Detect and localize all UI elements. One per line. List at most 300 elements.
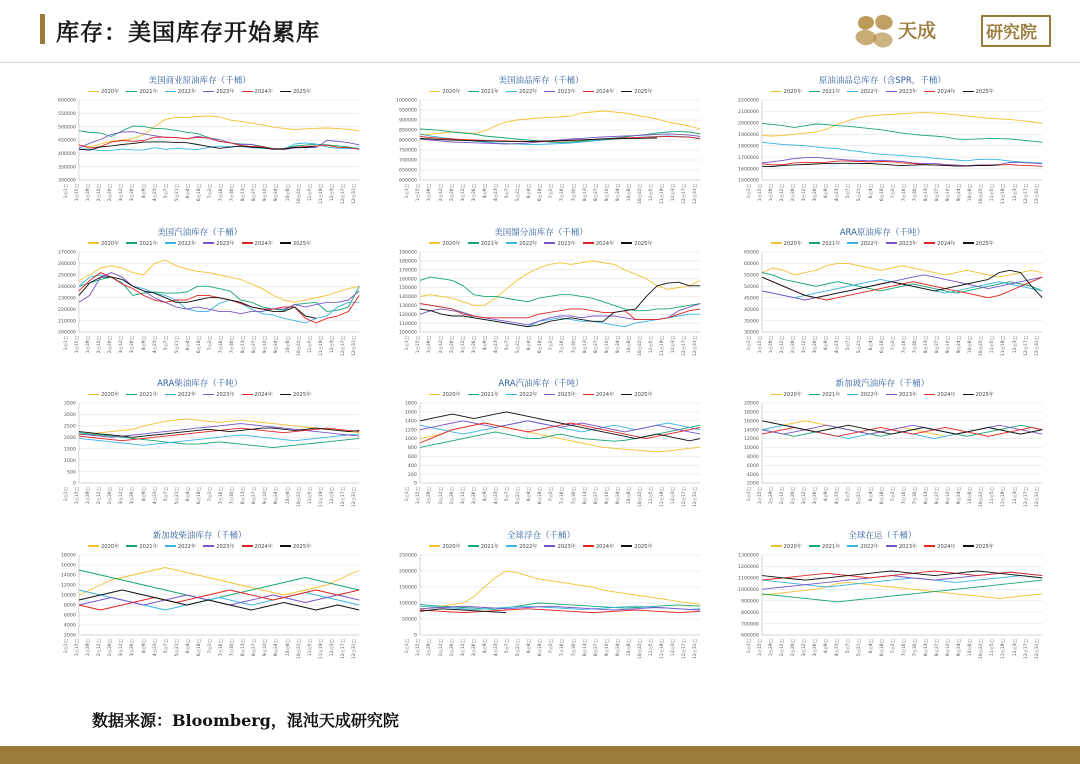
legend-label: 2025年 xyxy=(292,240,312,247)
legend-label: 2021年 xyxy=(822,543,841,550)
x-tick-label: 5月21日 xyxy=(857,487,863,505)
svg-text:10000: 10000 xyxy=(743,446,759,452)
series-line xyxy=(79,126,359,149)
svg-text:3000: 3000 xyxy=(63,413,76,419)
legend-swatch xyxy=(506,242,517,244)
x-tick-label: 8月13日 xyxy=(582,335,588,353)
x-tick-label: 12月31日 xyxy=(693,184,699,204)
legend-item[interactable] xyxy=(771,391,802,398)
x-tick-label: 9月24日 xyxy=(274,184,280,202)
x-tick-label: 6月18日 xyxy=(879,638,885,656)
svg-text:6000: 6000 xyxy=(63,613,76,619)
x-tick-label: 12月3日 xyxy=(1012,638,1018,656)
x-axis-labels xyxy=(747,639,1074,673)
legend-item[interactable] xyxy=(429,543,460,550)
svg-text:1200000: 1200000 xyxy=(737,564,759,570)
chart-cell-global-floating-storage xyxy=(377,529,704,675)
svg-text:800000: 800000 xyxy=(399,138,418,144)
legend-label: 2021年 xyxy=(139,240,158,247)
legend-item[interactable] xyxy=(506,391,537,398)
legend-swatch xyxy=(886,545,897,547)
legend-swatch xyxy=(583,545,594,547)
legend-item[interactable] xyxy=(203,88,234,95)
legend-item[interactable] xyxy=(809,391,840,398)
x-tick-label: 8月27日 xyxy=(935,184,940,202)
x-tick-label: 10月22日 xyxy=(979,184,985,204)
legend-swatch xyxy=(621,545,632,547)
chart-plot-area xyxy=(719,551,1046,639)
x-tick-label: 10月8日 xyxy=(968,184,974,202)
svg-text:1000000: 1000000 xyxy=(737,587,759,593)
x-tick-label: 7月16日 xyxy=(560,487,566,505)
x-tick-label: 9月24日 xyxy=(615,487,621,505)
legend-item[interactable] xyxy=(886,240,917,247)
legend-item[interactable] xyxy=(429,88,460,95)
x-tick-label: 6月4日 xyxy=(185,335,191,350)
legend-item[interactable] xyxy=(88,88,119,95)
x-tick-label: 3月26日 xyxy=(813,184,819,202)
legend-item[interactable] xyxy=(847,88,878,95)
x-tick-label: 7月2日 xyxy=(890,487,896,502)
x-tick-label: 2月26日 xyxy=(449,184,455,202)
svg-text:0: 0 xyxy=(414,481,418,487)
x-tick-label: 5月7日 xyxy=(163,487,169,502)
x-tick-label: 12月17日 xyxy=(1023,335,1029,356)
legend-swatch xyxy=(924,242,935,244)
legend-label: 2021年 xyxy=(822,240,841,247)
chart-cell-ara-gasoline xyxy=(377,377,704,523)
x-axis-labels xyxy=(405,487,732,521)
legend-swatch xyxy=(583,91,594,93)
chart-plot-area xyxy=(36,551,363,639)
x-tick-label: 8月13日 xyxy=(582,638,588,656)
x-tick-label: 7月2日 xyxy=(549,638,555,653)
x-tick-label: 9月10日 xyxy=(604,638,610,656)
legend-swatch xyxy=(809,545,820,547)
x-tick-label: 6月4日 xyxy=(527,638,533,653)
legend-item[interactable] xyxy=(886,391,917,398)
legend-item[interactable] xyxy=(809,240,840,247)
x-tick-label: 10月8日 xyxy=(285,184,291,202)
x-tick-label: 1月29日 xyxy=(768,184,774,202)
legend-swatch xyxy=(809,242,820,244)
legend-item[interactable] xyxy=(468,240,499,247)
x-tick-label: 9月10日 xyxy=(263,184,269,202)
x-tick-label: 4月23日 xyxy=(493,184,499,202)
x-tick-label: 1月1日 xyxy=(64,335,69,350)
legend-label: 2022年 xyxy=(860,89,879,95)
svg-text:2500: 2500 xyxy=(63,424,76,430)
svg-text:1200: 1200 xyxy=(405,428,418,434)
legend-item[interactable] xyxy=(506,240,537,247)
x-tick-label: 3月26日 xyxy=(813,335,819,353)
x-axis-labels xyxy=(64,184,391,218)
legend-label: 2025年 xyxy=(975,240,994,247)
header-divider xyxy=(0,62,1080,63)
svg-text:200: 200 xyxy=(408,472,418,478)
x-tick-label: 2月26日 xyxy=(790,487,796,505)
x-tick-label: 3月12日 xyxy=(802,184,808,202)
legend-swatch xyxy=(886,91,897,93)
x-tick-label: 10月8日 xyxy=(626,638,632,656)
legend-item[interactable] xyxy=(847,240,878,247)
x-tick-label: 7月2日 xyxy=(208,184,214,199)
x-tick-label: 3月12日 xyxy=(460,184,466,202)
svg-text:55000: 55000 xyxy=(743,273,759,279)
legend-item[interactable] xyxy=(924,88,955,95)
svg-text:4000: 4000 xyxy=(746,472,759,478)
x-tick-label: 6月18日 xyxy=(879,335,885,353)
chart-cell-crude-products-total-spr xyxy=(719,74,1046,220)
legend-item[interactable] xyxy=(242,543,273,550)
legend-item[interactable] xyxy=(621,88,652,95)
chart-title: 美国油品库存（千桶） xyxy=(498,76,584,86)
svg-text:200000: 200000 xyxy=(57,330,76,336)
x-tick-label: 8月27日 xyxy=(252,335,258,353)
legend-swatch xyxy=(242,91,253,93)
legend-label: 2025年 xyxy=(634,392,653,398)
x-tick-label: 4月9日 xyxy=(824,335,830,350)
x-tick-label: 11月19日 xyxy=(1001,487,1007,507)
x-tick-label: 1月1日 xyxy=(746,335,752,350)
legend-item[interactable] xyxy=(468,88,499,95)
legend-label: 2021年 xyxy=(480,240,500,247)
x-tick-label: 12月17日 xyxy=(1023,184,1029,204)
x-tick-label: 8月27日 xyxy=(593,335,599,353)
legend-item[interactable] xyxy=(544,88,575,95)
legend-item[interactable] xyxy=(88,391,119,398)
x-tick-label: 7月16日 xyxy=(901,487,907,505)
svg-text:1800000: 1800000 xyxy=(737,144,759,150)
legend-item[interactable] xyxy=(203,240,234,247)
x-tick-label: 8月13日 xyxy=(582,184,588,202)
svg-text:240000: 240000 xyxy=(57,284,76,290)
x-tick-label: 12月3日 xyxy=(671,638,677,656)
footer-bar xyxy=(0,746,1080,764)
series-line xyxy=(762,113,1042,136)
svg-text:1400: 1400 xyxy=(405,419,418,425)
x-tick-label: 2月12日 xyxy=(97,638,103,656)
legend-item[interactable] xyxy=(621,391,652,398)
legend-item[interactable] xyxy=(126,240,157,247)
legend-label: 2020年 xyxy=(442,543,461,550)
x-tick-label: 2月26日 xyxy=(790,184,796,202)
legend-item[interactable] xyxy=(847,543,878,550)
legend-swatch xyxy=(242,242,253,244)
x-tick-label: 3月26日 xyxy=(130,638,136,656)
x-tick-label: 3月12日 xyxy=(802,487,808,505)
series-line xyxy=(420,571,700,609)
legend-label: 2020年 xyxy=(100,392,120,398)
x-tick-label: 5月21日 xyxy=(174,487,180,505)
svg-text:800: 800 xyxy=(408,446,418,452)
legend-item[interactable] xyxy=(621,543,652,550)
legend-swatch xyxy=(468,242,479,244)
legend-swatch xyxy=(126,545,137,547)
legend-item[interactable] xyxy=(126,88,157,95)
legend-label: 2020年 xyxy=(783,392,803,398)
legend-item[interactable] xyxy=(544,391,575,398)
x-tick-label: 1月29日 xyxy=(86,184,92,202)
x-tick-label: 3月26日 xyxy=(813,487,819,505)
x-tick-label: 10月8日 xyxy=(626,335,632,353)
x-tick-label: 2月26日 xyxy=(449,335,455,353)
svg-text:0: 0 xyxy=(414,633,418,639)
x-tick-label: 12月3日 xyxy=(671,487,677,505)
legend-item[interactable] xyxy=(924,240,955,247)
x-tick-label: 4月23日 xyxy=(835,184,841,202)
svg-text:150000: 150000 xyxy=(399,285,418,291)
legend-item[interactable] xyxy=(506,543,537,550)
svg-text:900000: 900000 xyxy=(399,118,418,124)
x-tick-label: 9月24日 xyxy=(274,638,280,656)
legend-item[interactable] xyxy=(165,88,196,95)
x-tick-label: 10月22日 xyxy=(637,184,643,204)
x-tick-label: 1月1日 xyxy=(64,487,69,502)
chart-legend xyxy=(719,240,1046,247)
legend-swatch xyxy=(429,242,440,244)
x-tick-label: 9月24日 xyxy=(615,184,621,202)
x-tick-label: 5月7日 xyxy=(163,184,169,199)
chart-title: ARA汽油库存（千吨） xyxy=(498,379,584,389)
legend-swatch xyxy=(203,242,214,244)
x-tick-label: 4月9日 xyxy=(482,335,488,350)
legend-item[interactable] xyxy=(583,240,614,247)
x-tick-label: 8月27日 xyxy=(593,184,599,202)
x-tick-label: 2月12日 xyxy=(438,487,444,505)
svg-text:6000: 6000 xyxy=(746,463,759,469)
legend-item[interactable] xyxy=(203,543,234,550)
legend-item[interactable] xyxy=(126,543,157,550)
x-tick-label: 4月23日 xyxy=(152,184,158,202)
svg-text:14000: 14000 xyxy=(743,428,759,434)
x-tick-label: 3月26日 xyxy=(471,184,477,202)
legend-item[interactable] xyxy=(544,543,575,550)
legend-label: 2023年 xyxy=(898,392,918,398)
legend-item[interactable] xyxy=(963,240,994,247)
x-tick-label: 10月8日 xyxy=(968,335,974,353)
series-line xyxy=(79,595,359,605)
x-tick-label: 1月29日 xyxy=(427,335,433,353)
legend-label: 2023年 xyxy=(898,89,918,95)
series-line xyxy=(79,567,359,595)
legend-item[interactable] xyxy=(924,391,955,398)
legend-label: 2021年 xyxy=(480,392,500,398)
legend-swatch xyxy=(771,545,782,547)
legend-item[interactable] xyxy=(126,391,157,398)
legend-item[interactable] xyxy=(280,88,311,95)
x-tick-label: 6月4日 xyxy=(527,487,533,502)
svg-text:550000: 550000 xyxy=(57,112,76,118)
x-tick-label: 2月12日 xyxy=(438,184,444,202)
x-tick-label: 3月12日 xyxy=(119,184,125,202)
chart-plot-area xyxy=(377,399,704,487)
svg-text:1500: 1500 xyxy=(63,447,76,453)
series-line xyxy=(79,419,359,435)
legend-item[interactable] xyxy=(771,88,802,95)
x-axis-labels xyxy=(64,487,391,521)
x-tick-label: 12月3日 xyxy=(1012,487,1018,505)
legend-item[interactable] xyxy=(280,543,311,550)
x-tick-label: 7月2日 xyxy=(549,487,555,502)
chart-title: 新加坡汽油库存（千桶） xyxy=(835,379,930,389)
x-tick-label: 11月5日 xyxy=(990,184,996,202)
legend-item[interactable] xyxy=(203,391,234,398)
x-tick-label: 5月7日 xyxy=(846,184,852,199)
company-logo xyxy=(854,10,1054,52)
legend-item[interactable] xyxy=(165,391,196,398)
legend-item[interactable] xyxy=(771,240,802,247)
x-tick-label: 6月4日 xyxy=(868,184,874,199)
x-tick-label: 10月22日 xyxy=(979,638,985,659)
x-tick-label: 7月16日 xyxy=(219,638,225,656)
legend-swatch xyxy=(847,394,858,396)
x-tick-label: 8月27日 xyxy=(252,638,258,656)
x-tick-label: 3月12日 xyxy=(460,335,466,353)
x-tick-label: 12月17日 xyxy=(340,638,346,659)
svg-text:4000: 4000 xyxy=(63,623,76,629)
svg-text:1600: 1600 xyxy=(405,410,418,416)
x-tick-label: 5月21日 xyxy=(516,487,522,505)
svg-text:3500: 3500 xyxy=(63,401,76,407)
svg-text:100000: 100000 xyxy=(399,330,418,336)
svg-text:170000: 170000 xyxy=(399,268,418,273)
x-tick-label: 1月1日 xyxy=(746,184,752,199)
x-tick-label: 3月26日 xyxy=(471,335,477,353)
legend-item[interactable] xyxy=(429,240,460,247)
x-tick-label: 1月29日 xyxy=(768,638,774,656)
legend-swatch xyxy=(621,91,632,93)
legend-item[interactable] xyxy=(280,391,311,398)
x-tick-label: 7月2日 xyxy=(549,184,555,199)
legend-item[interactable] xyxy=(963,88,994,95)
x-axis-labels xyxy=(747,336,1074,370)
legend-item[interactable] xyxy=(886,543,917,550)
legend-swatch xyxy=(280,91,291,93)
legend-swatch xyxy=(203,91,214,93)
legend-item[interactable] xyxy=(583,88,614,95)
legend-label: 2022年 xyxy=(177,89,197,95)
legend-swatch xyxy=(924,91,935,93)
legend-item[interactable] xyxy=(809,543,840,550)
x-tick-label: 1月15日 xyxy=(757,487,763,505)
legend-item[interactable] xyxy=(242,391,273,398)
legend-item[interactable] xyxy=(963,543,994,550)
legend-item[interactable] xyxy=(165,240,196,247)
x-tick-label: 7月16日 xyxy=(560,638,566,656)
svg-text:230000: 230000 xyxy=(57,295,76,301)
svg-text:130000: 130000 xyxy=(399,303,418,309)
x-tick-label: 9月10日 xyxy=(604,335,610,353)
svg-text:1000000: 1000000 xyxy=(396,98,418,104)
chart-plot-area xyxy=(36,399,363,487)
legend-item[interactable] xyxy=(468,391,499,398)
legend-item[interactable] xyxy=(809,88,840,95)
x-tick-label: 12月3日 xyxy=(1012,184,1018,202)
legend-item[interactable] xyxy=(88,240,119,247)
x-tick-label: 9月24日 xyxy=(274,335,280,353)
legend-label: 2020年 xyxy=(100,543,120,550)
legend-item[interactable] xyxy=(963,391,994,398)
legend-swatch xyxy=(203,545,214,547)
legend-swatch xyxy=(771,91,782,93)
svg-text:140000: 140000 xyxy=(399,294,418,300)
svg-text:50000: 50000 xyxy=(743,284,759,290)
series-line xyxy=(420,260,700,304)
legend-swatch xyxy=(280,545,291,547)
legend-label: 2020年 xyxy=(100,89,120,95)
legend-label: 2025年 xyxy=(292,543,312,550)
svg-text:1300000: 1300000 xyxy=(737,553,759,559)
svg-text:12000: 12000 xyxy=(743,437,759,443)
x-tick-label: 7月16日 xyxy=(560,184,566,202)
legend-label: 2024年 xyxy=(254,543,273,550)
svg-text:900000: 900000 xyxy=(740,598,759,604)
legend-item[interactable] xyxy=(280,240,311,247)
legend-item[interactable] xyxy=(583,543,614,550)
x-tick-label: 2月12日 xyxy=(779,335,785,353)
x-tick-label: 9月10日 xyxy=(263,335,269,353)
x-tick-label: 7月16日 xyxy=(219,335,225,353)
legend-item[interactable] xyxy=(583,391,614,398)
legend-label: 2023年 xyxy=(216,392,235,398)
legend-item[interactable] xyxy=(468,543,499,550)
legend-item[interactable] xyxy=(847,391,878,398)
legend-swatch xyxy=(771,242,782,244)
legend-swatch xyxy=(280,242,291,244)
legend-label: 2022年 xyxy=(177,543,197,550)
legend-label: 2025年 xyxy=(975,392,994,398)
x-tick-label: 6月4日 xyxy=(185,487,191,502)
x-tick-label: 12月17日 xyxy=(682,487,688,507)
legend-item[interactable] xyxy=(886,88,917,95)
x-tick-label: 5月7日 xyxy=(163,335,169,350)
x-tick-label: 12月31日 xyxy=(1034,335,1040,356)
x-tick-label: 10月22日 xyxy=(296,184,302,204)
x-tick-label: 4月23日 xyxy=(835,335,841,353)
x-tick-label: 1月15日 xyxy=(416,335,422,353)
x-tick-label: 7月16日 xyxy=(219,487,225,505)
x-tick-label: 8月13日 xyxy=(923,184,929,202)
legend-item[interactable] xyxy=(242,88,273,95)
legend-item[interactable] xyxy=(771,543,802,550)
legend-item[interactable] xyxy=(429,391,460,398)
legend-swatch xyxy=(88,242,99,244)
x-tick-label: 7月30日 xyxy=(230,638,236,656)
x-tick-label: 7月30日 xyxy=(912,184,918,202)
legend-item[interactable] xyxy=(242,240,273,247)
legend-swatch xyxy=(126,91,137,93)
x-tick-label: 8月13日 xyxy=(241,487,247,505)
legend-item[interactable] xyxy=(544,240,575,247)
legend-label: 2024年 xyxy=(254,240,273,247)
legend-item[interactable] xyxy=(88,543,119,550)
legend-label: 2023年 xyxy=(557,89,576,95)
x-tick-label: 5月7日 xyxy=(505,184,511,199)
legend-swatch xyxy=(621,242,632,244)
legend-item[interactable] xyxy=(165,543,196,550)
svg-text:600000: 600000 xyxy=(57,98,76,104)
legend-label: 2024年 xyxy=(937,543,956,550)
x-tick-label: 11月19日 xyxy=(660,487,666,507)
legend-swatch xyxy=(429,91,440,93)
legend-label: 2024年 xyxy=(937,89,956,95)
legend-item[interactable] xyxy=(506,88,537,95)
legend-item[interactable] xyxy=(621,240,652,247)
legend-swatch xyxy=(126,242,137,244)
chart-legend xyxy=(377,543,704,550)
legend-item[interactable] xyxy=(924,543,955,550)
